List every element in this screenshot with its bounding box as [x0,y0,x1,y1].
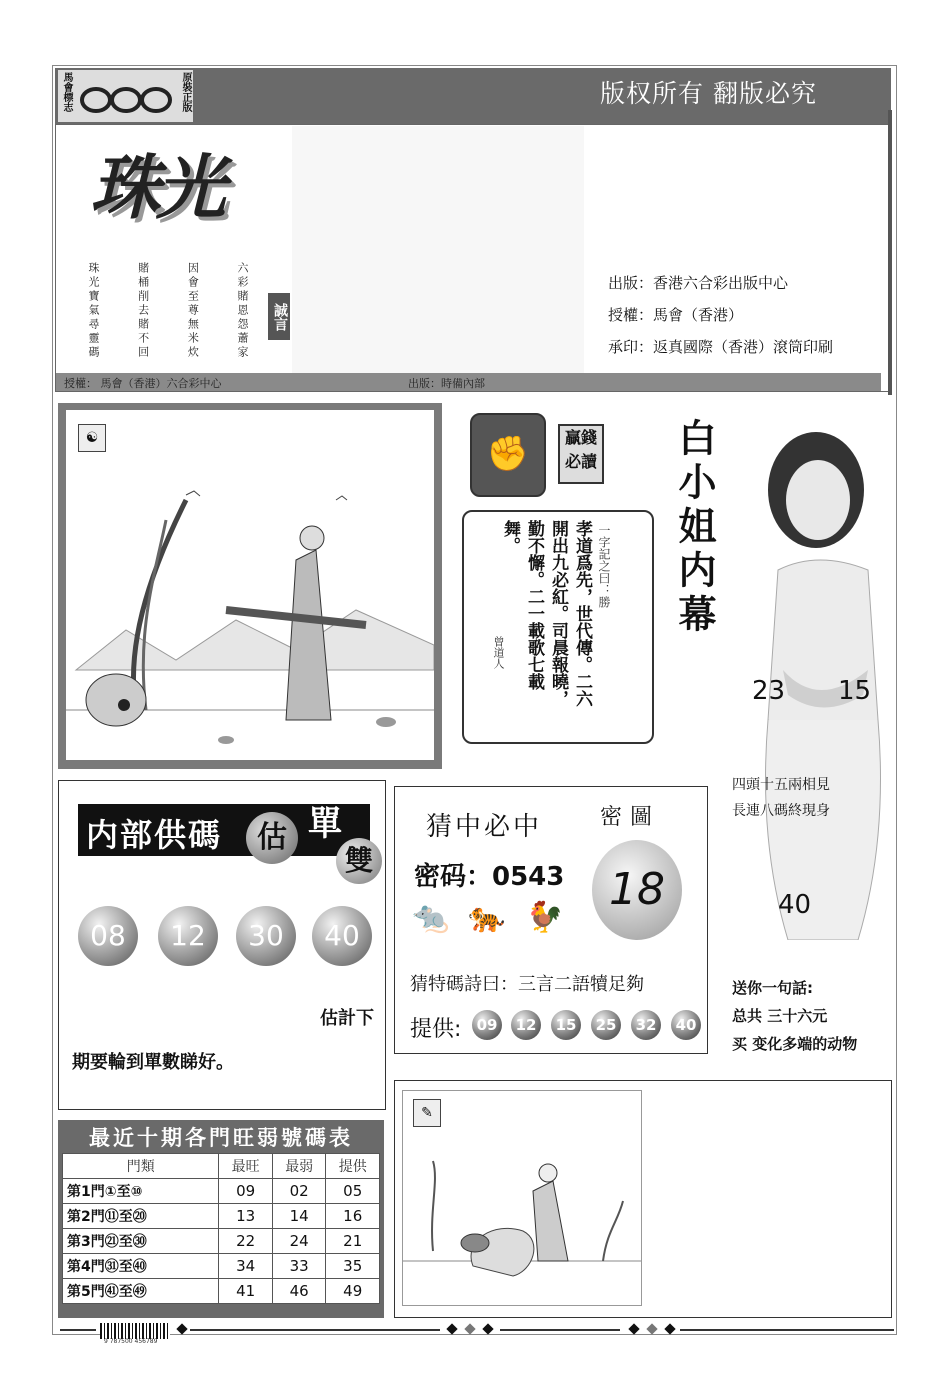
table-cell: 49 [326,1279,380,1304]
table-header: 提供 [326,1154,380,1179]
lady-number-bottom: 40 [778,890,812,920]
table-cell: 13 [219,1204,273,1229]
table-cell: 第2門⑪至⑳ [63,1204,219,1229]
lady-number-right: 15 [838,676,872,706]
win-money-badge: 贏錢必讀 [558,424,604,484]
table-cell: 第4門㉛至㊵ [63,1254,219,1279]
header-footer-left: 授權： 馬會（香港）六合彩中心 [64,377,222,390]
publisher-line: 授權：馬會（香港） [608,306,744,324]
guess-poem: 猜特碼詩曰：三言二語犢足夠 [410,974,644,995]
table-cell: 14 [272,1204,326,1229]
estimate-text: 估計下 [320,1008,374,1029]
footer-rule [60,1322,894,1338]
publisher-line: 承印：返真國際（香港）滾筒印刷 [608,338,834,356]
scene-illustration [66,410,434,760]
verse-column: 賭桶削去賭不回 [136,262,150,360]
page-title: 珠光 [90,147,222,229]
provide-ball: 12 [511,1010,541,1040]
header-edge [888,110,892,395]
code-ball: 08 [78,906,138,966]
table-cell: 09 [219,1179,273,1204]
code-ball: 40 [312,906,372,966]
header-footer-mid: 出版：時備內部 [408,377,485,390]
tiger-icon: 🐅 [468,900,506,935]
publisher-line: 出版：香港六合彩出版中心 [608,274,789,292]
double-badge: 雙 [336,838,382,884]
lady-verse-line: 長連八碼終現身 [732,803,830,819]
verse-column: 因會至尊無米炊 [186,262,200,360]
bottom-scene-badge-icon: ✎ [413,1099,441,1127]
estimate-note: 期要輪到單數睇好。 [72,1052,234,1073]
preface-label: 誠言 [268,293,290,340]
lady-number-left: 23 [752,676,786,706]
table-row [63,1179,380,1204]
table-cell: 34 [219,1254,273,1279]
copyright-text: 版权所有 翻版必究 [600,79,817,108]
header-footer-strip [56,373,881,391]
provide-ball: 40 [671,1010,701,1040]
bottom-scene-illustration [402,1090,642,1306]
verse-column: 珠光寶氣尋靈碼 [87,262,100,360]
lady-verse-line: 四頭十五兩相見 [732,777,830,793]
verse-columns [85,262,250,372]
table-cell: 第5門㊶至㊾ [63,1279,219,1304]
internal-code-title: 内部供碼 [86,816,223,854]
estimate-badge: 估 [246,812,298,864]
rat-icon: 🐀 [412,900,450,935]
stats-table-title: 最近十期各門旺弱號碼表 [89,1126,353,1150]
song-line: 买 变化多端的动物 [732,1035,858,1053]
stats-table [62,1153,380,1304]
table-header: 最旺 [219,1154,273,1179]
header-logo [58,70,193,122]
provide-label: 提供: [410,1017,462,1042]
secret-number-circle: 18 [592,840,682,940]
secret-chart-label: 密圖 [600,805,661,830]
scene-badge-icon: ☯ [78,424,106,452]
table-cell: 41 [219,1279,273,1304]
secret-code: 密码：0543 [414,862,565,892]
table-row [63,1279,380,1304]
blank-area [292,126,584,382]
table-cell: 33 [272,1254,326,1279]
scroll-intro: 一字記之曰：勝 [597,524,611,608]
song-hint [732,974,892,1058]
rooster-icon: 🐓 [526,900,564,935]
logo-rings-icon [76,78,176,116]
table-cell: 第3門㉑至㉚ [63,1229,219,1254]
table-row [63,1229,380,1254]
table-cell: 05 [326,1179,380,1204]
lady-title: 白小姐内幕 [672,418,717,638]
fist-money-icon: ✊ [470,413,546,497]
barcode-number: 9 787500 456789 [104,1338,158,1345]
table-cell: 46 [272,1279,326,1304]
table-cell: 35 [326,1254,380,1279]
table-header: 最弱 [272,1154,326,1179]
scroll-poem: 孝道爲先，世代傳。二六開出九必紅。司晨報曉，勤不懈。二一載歌七載舞。 [500,520,592,707]
logo-left-text: 馬會標志 [61,72,72,112]
song-line: 总共 三十六元 [732,1007,828,1025]
single-badge: 單 [308,804,342,844]
lady-verse [732,772,892,824]
provide-ball: 32 [631,1010,661,1040]
guess-title: 猜中必中 [426,812,543,842]
table-header-row [63,1154,380,1179]
scroll-signature: 曾道人 [492,636,505,669]
song-label: 送你一句話: [732,979,813,997]
table-cell: 02 [272,1179,326,1204]
logo-right-text: 原裝正版 [180,72,191,112]
provide-ball: 25 [591,1010,621,1040]
table-cell: 16 [326,1204,380,1229]
table-cell: 第1門①至⑩ [63,1179,219,1204]
code-ball: 12 [158,906,218,966]
verse-column: 六彩賭恩怨蕭家 [235,262,249,360]
table-cell: 21 [326,1229,380,1254]
table-row [63,1254,380,1279]
fisherman-scene-illustration [66,410,434,760]
table-cell: 24 [272,1229,326,1254]
turtle-scene-illustration [403,1091,641,1305]
table-header: 門類 [63,1154,219,1179]
table-row [63,1204,380,1229]
provide-ball: 15 [551,1010,581,1040]
table-cell: 22 [219,1229,273,1254]
code-ball: 30 [236,906,296,966]
provide-ball: 09 [472,1010,502,1040]
